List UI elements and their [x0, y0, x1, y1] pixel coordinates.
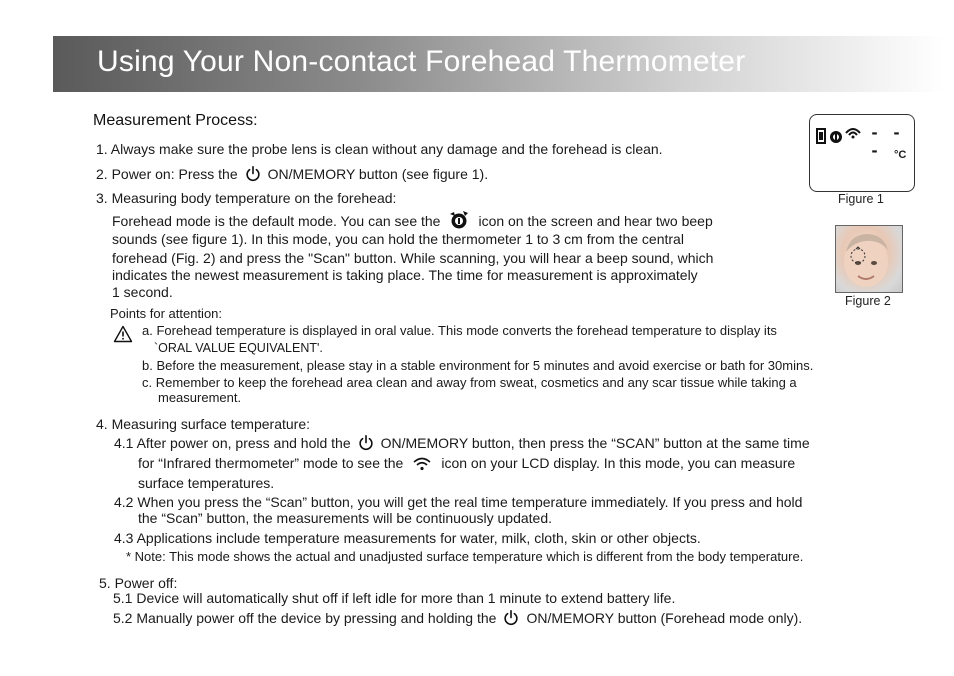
attention-a-line-2: `ORAL VALUE EQUIVALENT'.	[154, 341, 323, 355]
step-3-line-2: sounds (see figure 1). In this mode, you can hold the thermometer 1 to 3 cm from the central	[112, 231, 684, 247]
warning-icon	[113, 325, 133, 343]
step-4-1-line-2-pre: for “Infrared thermometer” mode to see the	[138, 455, 404, 471]
step-4-1-line-1	[114, 434, 810, 452]
step-3-line-1-pre: Forehead mode is the default mode. You can see the	[112, 213, 441, 229]
header-banner	[53, 36, 943, 92]
infrared-mode-icon	[411, 456, 433, 472]
step-5-1: 5.1 Device will automatically shut off if left idle for more than 1 minute to extend battery life.	[113, 590, 676, 606]
step-1: 1. Always make sure the probe lens is clean without any damage and the forehead is clean.	[96, 141, 663, 157]
step-4-1-line-2-post: icon on your LCD display. In this mode, you can measure	[441, 455, 796, 471]
step-4-2-line-1: 4.2 When you press the “Scan” button, you will get the real time temperature immediately. If you press and hold	[114, 494, 803, 510]
lcd-unit: °C	[894, 149, 907, 161]
step-3-line-4: indicates the newest measurement is taking place. The time for measurement is approximately	[112, 267, 698, 283]
power-icon	[502, 609, 520, 627]
step-4-1-pre: 4.1 After power on, press and hold the	[114, 435, 351, 451]
step-4-1-post: ON/MEMORY button, then press the “SCAN” button at the same time	[380, 435, 810, 451]
step-3-line-1	[112, 210, 713, 230]
step-5-2-pre: 5.2 Manually power off the device by pressing and holding the	[113, 610, 497, 626]
step-4-title: 4. Measuring surface temperature:	[96, 416, 310, 432]
step-2-text-post: ON/MEMORY button (see figure 1).	[267, 166, 489, 182]
lcd-mode-icons	[816, 123, 866, 147]
lcd-display-figure	[809, 114, 915, 192]
step-4-3: 4.3 Applications include temperature measurements for water, milk, cloth, skin or other objects.	[114, 530, 701, 546]
forehead-mode-icon	[448, 210, 470, 230]
figure-1-caption: Figure 1	[838, 192, 884, 206]
child-forehead-photo	[835, 225, 903, 293]
page-title: Using Your Non-contact Forehead Thermometer	[97, 45, 746, 78]
step-3-line-5: 1 second.	[112, 284, 173, 300]
step-4-note: * Note: This mode shows the actual and unadjusted surface temperature which is different from the body temperature.	[126, 549, 804, 564]
attention-b: b. Before the measurement, please stay in a stable environment for 5 minutes and avoid exercise or bath for 30mins.	[142, 358, 814, 373]
step-3-title: 3. Measuring body temperature on the forehead:	[96, 190, 397, 206]
power-icon	[244, 165, 262, 183]
section-heading: Measurement Process:	[93, 112, 258, 129]
attention-label: Points for attention:	[110, 306, 223, 321]
attention-c-line-2: measurement.	[158, 390, 242, 405]
step-2	[96, 165, 488, 183]
child-face-illustration	[836, 226, 902, 292]
attention-a-line-1: a. Forehead temperature is displayed in oral value. This mode converts the forehead temperature to display its	[142, 323, 777, 338]
step-4-1-line-2	[138, 455, 795, 472]
figure-2-caption: Figure 2	[845, 294, 891, 308]
step-5-title: 5. Power off:	[99, 575, 178, 591]
step-3-line-3: forehead (Fig. 2) and press the "Scan" button. While scanning, you will hear a beep sound, which	[112, 250, 714, 266]
power-icon	[357, 434, 375, 452]
step-5-2	[113, 609, 802, 627]
step-5-2-post: ON/MEMORY button (Forehead mode only).	[526, 610, 803, 626]
step-2-text-pre: 2. Power on: Press the	[96, 166, 238, 182]
step-3-line-1-post: icon on the screen and hear two beep	[478, 213, 713, 229]
lcd-reading-dashes: - - -	[870, 124, 904, 160]
step-4-2-line-2: the “Scan” button, the measurements will be continuously updated.	[138, 510, 553, 526]
step-4-1-line-3: surface temperatures.	[138, 475, 275, 491]
attention-c-line-1: c. Remember to keep the forehead area clean and away from sweat, cosmetics and any scar tissue while taking a	[142, 375, 797, 390]
